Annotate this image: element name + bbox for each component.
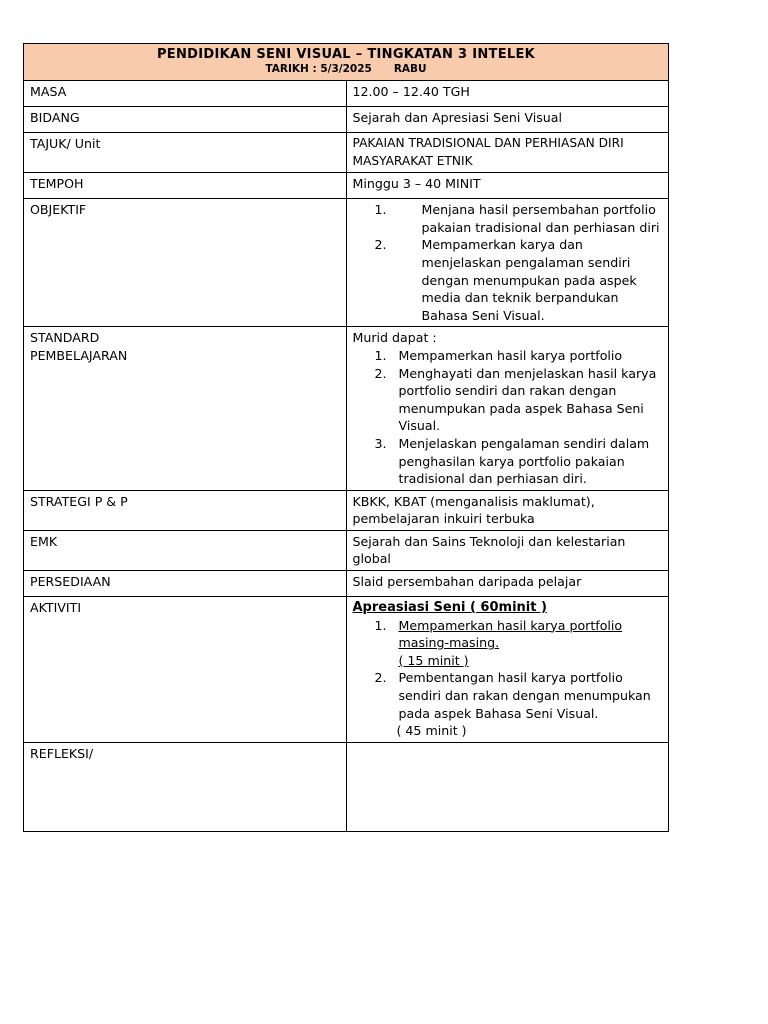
row-bidang xyxy=(24,107,669,133)
row-label: AKTIVITI xyxy=(24,597,347,743)
header-cell xyxy=(24,44,669,81)
row-label: TAJUK/ Unit xyxy=(24,133,347,173)
list-item: 2. Menghayati dan menjelaskan hasil karya portfolio sendiri dan rakan dengan menumpukan pada aspek Bahasa Seni Visual. xyxy=(374,365,657,434)
list-item: 2. Pembentangan hasil karya portfolio sendiri dan rakan dengan menumpukan pada aspek Bahasa Seni Visual. xyxy=(374,670,651,721)
reflection-cell[interactable] xyxy=(346,742,669,831)
activity-time: ( 45 minit ) xyxy=(396,723,467,739)
row-label: PERSEDIAAN xyxy=(24,571,347,597)
lesson-plan xyxy=(23,43,669,832)
activity-title: Apreasiasi Seni ( 60minit ) xyxy=(352,600,547,616)
row-aktiviti xyxy=(24,597,669,743)
activity-time: ( 15 minit ) xyxy=(398,652,469,668)
row-value: Sejarah dan Apresiasi Seni Visual xyxy=(346,107,669,133)
row-masa xyxy=(24,81,669,107)
standard-intro: Murid dapat : xyxy=(352,330,437,346)
row-value: 12.00 – 12.40 TGH xyxy=(346,81,669,107)
row-value: Slaid persembahan daripada pelajar xyxy=(346,571,669,597)
list-item: 1. Mempamerkan hasil karya portfolio xyxy=(374,347,623,363)
row-value: Minggu 3 – 40 MINIT xyxy=(346,173,669,199)
row-tajuk xyxy=(24,133,669,173)
row-persediaan xyxy=(24,571,669,597)
row-objektif xyxy=(24,199,669,327)
row-label: BIDANG xyxy=(24,107,347,133)
list-item: 1. Menjana hasil persembahan portfolio pakaian tradisional dan perhiasan diri xyxy=(374,202,660,235)
date-label: TARIKH : 5/3/2025 xyxy=(265,63,372,75)
row-strategi xyxy=(24,490,669,530)
row-label: STRATEGI P & P xyxy=(24,490,347,530)
list-item: 1. Mempamerkan hasil karya portfolio masing-masing. ( 15 minit ) xyxy=(374,617,623,668)
row-label: EMK xyxy=(24,530,347,570)
standard-list xyxy=(353,347,663,488)
row-label: MASA xyxy=(24,81,347,107)
objective-list-cell xyxy=(346,199,669,327)
row-value: KBKK, KBAT (menganalisis maklumat), pembelajaran inkuiri terbuka xyxy=(346,490,669,530)
document-title: PENDIDIKAN SENI VISUAL – TINGKATAN 3 INTELEK xyxy=(156,47,536,62)
row-label: TEMPOH xyxy=(24,173,347,199)
row-refleksi xyxy=(24,742,669,831)
row-emk xyxy=(24,530,669,570)
header-row xyxy=(24,44,669,81)
row-label: OBJEKTIF xyxy=(24,199,347,327)
standard-list-cell xyxy=(346,327,669,490)
row-label: STANDARD PEMBELAJARAN xyxy=(24,327,347,490)
row-label: REFLEKSI/ xyxy=(24,742,347,831)
row-value: Sejarah dan Sains Teknoloji dan kelestarian global xyxy=(346,530,669,570)
objective-list xyxy=(353,201,663,324)
row-standard xyxy=(24,327,669,490)
activity-cell xyxy=(346,597,669,743)
row-tempoh xyxy=(24,173,669,199)
lesson-plan-table xyxy=(23,43,669,832)
day-label: RABU xyxy=(393,63,427,75)
activity-list xyxy=(353,617,663,723)
list-item: 2. Mempamerkan karya dan menjelaskan pengalaman sendiri dengan menumpukan pada aspek media dan teknik berpandukan Bahasa Seni Visual. xyxy=(374,237,637,323)
list-item: 3. Menjelaskan pengalaman sendiri dalam penghasilan karya portfolio pakaian tradisional dan perhiasan diri. xyxy=(374,435,650,487)
date-line xyxy=(30,63,662,76)
row-value: PAKAIAN TRADISIONAL DAN PERHIASAN DIRI MASYARAKAT ETNIK xyxy=(346,133,669,173)
